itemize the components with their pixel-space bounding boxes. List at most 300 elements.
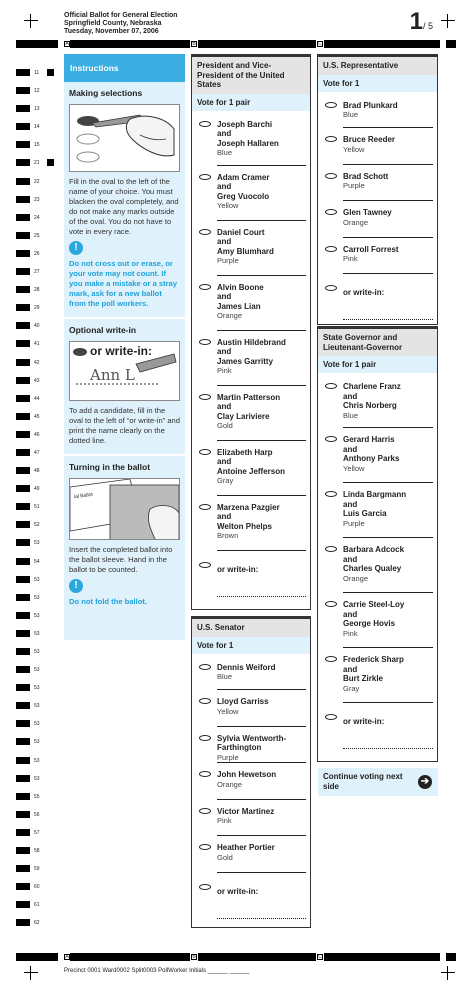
candidate-option[interactable]: [343, 648, 433, 703]
side-mark-number: 58: [34, 848, 40, 855]
sleeve-label: ial Ballot: [73, 491, 94, 501]
side-mark-number: 40: [34, 323, 40, 330]
instructions-panel: [64, 54, 185, 640]
timing-dot: [47, 69, 54, 76]
registration-mark: [24, 14, 38, 28]
timing-bar: [324, 40, 440, 48]
timing-mark: [16, 883, 30, 890]
side-mark-number: 53: [34, 721, 40, 728]
side-mark-row: [16, 102, 61, 120]
side-mark-row: [16, 826, 61, 844]
vote-oval[interactable]: [325, 136, 337, 142]
timing-bar: [70, 953, 190, 961]
side-mark-row: [16, 754, 61, 772]
timing-mark: [16, 485, 30, 492]
side-mark-number: 12: [34, 88, 40, 95]
page-total: / 5: [422, 21, 433, 31]
candidate-option[interactable]: [217, 441, 306, 496]
timing-mark: [16, 811, 30, 818]
vote-oval[interactable]: [325, 546, 337, 552]
timing-mark: [16, 720, 30, 727]
candidate-party: Purple: [343, 181, 365, 190]
timing-bar: [198, 40, 316, 48]
side-mark-row: [16, 880, 61, 898]
candidate-party: Pink: [217, 816, 232, 825]
vote-oval[interactable]: [199, 884, 211, 890]
vote-oval[interactable]: [199, 121, 211, 127]
continue-voting-notice: [318, 768, 438, 796]
side-mark-number: 53: [34, 757, 40, 764]
optional-writein-text: To add a candidate, fill in the oval to the left of “or write-in” and print the name clearly on the dotted line.: [69, 406, 181, 445]
header-line1: Official Ballot for General Election: [64, 12, 178, 19]
candidate-option[interactable]: [217, 166, 306, 221]
timing-bar: [446, 953, 456, 961]
side-mark-number: 43: [34, 377, 40, 384]
candidate-party: Pink: [343, 254, 358, 263]
side-mark-row: [16, 464, 61, 482]
writein-label: or write-in:: [217, 564, 259, 574]
page-number: [410, 8, 433, 36]
vote-oval[interactable]: [325, 246, 337, 252]
side-mark-number: 42: [34, 359, 40, 366]
vote-oval[interactable]: [199, 562, 211, 568]
column-letter: A: [65, 41, 69, 47]
side-mark-row: [16, 699, 61, 717]
vote-oval[interactable]: [325, 436, 337, 442]
timing-mark: [16, 666, 30, 673]
timing-mark: [16, 141, 30, 148]
vote-for: Vote for 1: [192, 637, 310, 654]
side-mark-row: [16, 645, 61, 663]
candidate-party: Blue: [343, 410, 359, 420]
candidate-name: Dennis Weiford: [217, 662, 276, 672]
candidate-name: Marzena Pazgier and Welton Phelps: [217, 502, 280, 531]
timing-mark: [16, 322, 30, 329]
side-mark-row: [16, 337, 61, 355]
writein-option[interactable]: [343, 282, 433, 320]
vote-oval[interactable]: [199, 735, 211, 741]
candidate-option[interactable]: [217, 221, 306, 276]
side-mark-number: 23: [34, 196, 40, 203]
side-mark-number: 24: [34, 214, 40, 221]
timing-mark: [16, 413, 30, 420]
side-mark-number: 14: [34, 124, 40, 131]
candidate-option[interactable]: [217, 727, 306, 764]
column-letter: B: [192, 41, 196, 47]
fill-oval-illustration: [69, 104, 180, 172]
timing-mark: [16, 539, 30, 546]
candidate-name: Brad Schott: [343, 171, 389, 181]
side-mark-number: 53: [34, 630, 40, 637]
timing-mark: [16, 69, 30, 76]
candidate-option[interactable]: [343, 428, 433, 483]
side-mark-row: [16, 844, 61, 862]
vote-oval[interactable]: [199, 844, 211, 850]
alert-icon: !: [69, 241, 83, 255]
candidate-option[interactable]: [217, 386, 306, 441]
side-mark-row: [16, 916, 61, 934]
vote-oval[interactable]: [325, 285, 337, 291]
side-mark-row: [16, 482, 61, 500]
vote-oval[interactable]: [199, 664, 211, 670]
candidate-party: Yellow: [217, 201, 239, 210]
timing-dot: [47, 159, 54, 166]
vote-oval[interactable]: [199, 771, 211, 777]
writein-label: or write-in:: [217, 886, 259, 896]
timing-mark: [16, 829, 30, 836]
vote-oval[interactable]: [199, 698, 211, 704]
side-mark-row: [16, 247, 61, 265]
vote-oval[interactable]: [199, 229, 211, 235]
side-mark-row: [16, 772, 61, 790]
side-mark-number: 29: [34, 305, 40, 312]
turning-in-text: Insert the completed ballot into the ballot sleeve. Hand in the ballot to be counted.: [69, 545, 173, 574]
writein-option[interactable]: [217, 559, 306, 597]
header-line2: Springfield County, Nebraska: [64, 20, 162, 27]
making-selections-title: Making selections: [69, 88, 143, 98]
side-mark-number: 51: [34, 504, 40, 511]
timing-mark: [16, 449, 30, 456]
candidate-party: Gold: [217, 421, 233, 430]
do-not-fold-warning: Do not fold the ballot.: [69, 597, 148, 606]
vote-oval[interactable]: [325, 173, 337, 179]
side-mark-number: 53: [34, 612, 40, 619]
vote-oval[interactable]: [199, 808, 211, 814]
side-mark-number: 56: [34, 811, 40, 818]
side-mark-row: [16, 265, 61, 283]
candidate-option[interactable]: [343, 373, 433, 428]
side-mark-row: [16, 518, 61, 536]
candidate-option[interactable]: [343, 201, 433, 238]
vote-oval[interactable]: [325, 102, 337, 108]
vote-oval[interactable]: [325, 714, 337, 720]
side-mark-row: [16, 808, 61, 826]
vote-oval[interactable]: [325, 209, 337, 215]
side-mark-row: [16, 591, 61, 609]
candidate-name: Martin Patterson and Clay Lariviere: [217, 392, 281, 421]
candidate-name: Heather Portier: [217, 843, 275, 852]
candidate-party: Blue: [217, 672, 233, 681]
vote-oval[interactable]: [199, 174, 211, 180]
timing-mark: [16, 684, 30, 691]
arrow-right-icon: ➔: [418, 775, 432, 789]
candidate-party: Blue: [343, 110, 359, 119]
side-mark-number: 53: [34, 739, 40, 746]
timing-mark: [16, 630, 30, 637]
side-mark-row: [16, 446, 61, 464]
candidate-name: Carrie Steel-Loy and George Hovis: [343, 600, 405, 628]
timing-mark: [16, 558, 30, 565]
candidate-option[interactable]: [217, 800, 306, 837]
candidate-name: Austin Hildebrand and James Garritty: [217, 337, 286, 366]
vote-for: Vote for 1 pair: [192, 94, 310, 111]
candidate-option[interactable]: [217, 690, 306, 727]
contest-title: U.S. Senator: [192, 619, 310, 637]
candidate-party: Gold: [217, 852, 233, 862]
candidate-option[interactable]: [343, 538, 433, 593]
side-mark-number: 60: [34, 884, 40, 891]
writein-line[interactable]: [343, 300, 433, 320]
candidate-option[interactable]: [343, 128, 433, 165]
side-mark-number: 52: [34, 522, 40, 529]
column-letter: C: [318, 41, 322, 47]
candidate-name: Daniel Court and Amy Blumhard: [217, 227, 274, 256]
candidate-party: Purple: [217, 752, 239, 762]
candidate-party: Purple: [217, 256, 239, 265]
side-mark-row: [16, 573, 61, 591]
candidate-name: Sylvia Wentworth- Farthington: [217, 733, 287, 752]
candidate-option[interactable]: [217, 654, 306, 691]
side-mark-row: [16, 681, 61, 699]
side-mark-number: 22: [34, 178, 40, 185]
timing-mark: [16, 521, 30, 528]
side-mark-number: 53: [34, 594, 40, 601]
side-mark-number: 28: [34, 287, 40, 294]
vote-oval[interactable]: [325, 383, 337, 389]
timing-mark: [16, 612, 30, 619]
candidate-name: Joseph Barchi and Joseph Hallaren: [217, 119, 279, 148]
candidate-party: Orange: [343, 217, 369, 227]
timing-mark: [16, 901, 30, 908]
side-mark-number: 53: [34, 775, 40, 782]
side-mark-number: 11: [34, 70, 40, 76]
timing-mark: [16, 159, 30, 166]
timing-mark: [16, 250, 30, 257]
vote-oval[interactable]: [199, 394, 211, 400]
candidate-name: Adam Cramer and Greg Vuocolo: [217, 172, 270, 201]
candidate-option[interactable]: [217, 496, 306, 551]
hand-pencil-icon: [70, 105, 179, 171]
side-mark-row: [16, 211, 61, 229]
timing-mark: [16, 304, 30, 311]
writein-line[interactable]: [343, 729, 433, 749]
side-mark-number: 21: [34, 160, 40, 167]
candidate-name: Linda Bargmann and Luis Garcia: [343, 490, 407, 518]
making-selections-text: Fill in the oval to the left of the name of your choice. You must blacken the oval completely, and do not make any marks outside of the oval. You do not have to vote in every race.: [69, 177, 179, 236]
vote-oval[interactable]: [199, 284, 211, 290]
timing-bar: [324, 953, 440, 961]
timing-mark: [16, 87, 30, 94]
do-not-erase-warning: Do not cross out or erase, or your vote may not count. If you make a mistake or a stray mark, ask for a new ballot from the poll workers.: [69, 259, 178, 308]
timing-mark: [16, 359, 30, 366]
header-line3: Tuesday, November 07, 2006: [64, 28, 159, 35]
side-mark-row: [16, 374, 61, 392]
side-mark-row: [16, 428, 61, 446]
side-mark-row: [16, 862, 61, 880]
timing-mark: [16, 214, 30, 221]
candidate-option[interactable]: [217, 836, 306, 873]
column-letter: B: [192, 954, 196, 960]
candidate-name: Victor Martinez: [217, 806, 275, 816]
side-mark-row: [16, 500, 61, 518]
side-mark-number: 15: [34, 142, 40, 149]
side-mark-row: [16, 66, 61, 84]
candidate-name: John Hewetson: [217, 770, 277, 779]
side-mark-row: [16, 898, 61, 916]
page-current: 1: [409, 8, 423, 35]
alert-icon: !: [69, 579, 83, 593]
candidate-party: Blue: [217, 148, 233, 157]
candidate-party: Gray: [217, 476, 234, 485]
side-mark-row: [16, 229, 61, 247]
timing-mark: [16, 123, 30, 130]
candidate-option[interactable]: [343, 593, 433, 648]
candidate-name: Gerard Harris and Anthony Parks: [343, 435, 400, 463]
timing-mark: [16, 738, 30, 745]
timing-mark: [16, 757, 30, 764]
column-letter: C: [318, 954, 322, 960]
timing-bar: [198, 953, 316, 961]
timing-mark: [16, 431, 30, 438]
side-mark-row: [16, 627, 61, 645]
side-mark-row: [16, 410, 61, 428]
side-mark-number: 53: [34, 576, 40, 583]
side-mark-row: [16, 138, 61, 156]
candidate-name: Charlene Franz and Chris Norberg: [343, 382, 401, 410]
timing-mark: [16, 865, 30, 872]
candidate-party: Brown: [217, 531, 239, 540]
candidate-party: Yellow: [343, 144, 365, 154]
vote-oval[interactable]: [325, 491, 337, 497]
side-mark-row: [16, 735, 61, 753]
writein-illus-name: Ann L: [90, 366, 135, 384]
side-mark-row: [16, 175, 61, 193]
side-mark-row: [16, 283, 61, 301]
ballot-footer: Precinct 0001 Ward0002 Split0003 PollWorker Initials ______ ______: [64, 968, 250, 974]
side-mark-row: [16, 717, 61, 735]
timing-mark: [16, 793, 30, 800]
side-mark-number: 47: [34, 449, 40, 456]
candidate-party: Orange: [343, 573, 369, 583]
side-mark-number: 49: [34, 486, 40, 493]
timing-mark: [16, 268, 30, 275]
side-mark-number: 26: [34, 250, 40, 257]
candidate-option[interactable]: [343, 165, 433, 202]
side-mark-row: [16, 790, 61, 808]
registration-mark: [441, 14, 455, 28]
vote-oval[interactable]: [325, 601, 337, 607]
timing-mark: [16, 377, 30, 384]
writein-line[interactable]: [217, 899, 306, 919]
side-mark-number: 57: [34, 829, 40, 836]
writein-label: or write-in:: [343, 717, 385, 726]
candidate-option[interactable]: [217, 763, 306, 800]
candidate-party: Orange: [217, 779, 243, 789]
timing-mark: [16, 775, 30, 782]
writein-label: or write-in:: [343, 288, 385, 297]
side-mark-number: 27: [34, 269, 40, 276]
candidate-list: [318, 92, 437, 275]
timing-bar: [16, 953, 58, 961]
timing-mark: [16, 702, 30, 709]
candidate-option[interactable]: [343, 92, 433, 129]
writein-illustration: [69, 341, 180, 401]
candidate-option[interactable]: [217, 111, 306, 166]
candidate-name: Frederick Sharp and Burt Zirkle: [343, 655, 404, 683]
contest-president: [191, 54, 311, 610]
candidate-party: Yellow: [343, 463, 365, 473]
side-mark-number: 53: [34, 649, 40, 655]
timing-mark: [16, 196, 30, 203]
candidate-name: Bruce Reeder: [343, 135, 396, 144]
timing-mark: [16, 340, 30, 347]
side-mark-row: [16, 84, 61, 102]
side-mark-row: [16, 392, 61, 410]
vote-for: Vote for 1 pair: [318, 356, 437, 373]
ballot-header: [64, 12, 178, 36]
vote-oval[interactable]: [199, 504, 211, 510]
timing-bar: [446, 40, 456, 48]
candidate-option[interactable]: [217, 331, 306, 386]
side-mark-row: [16, 609, 61, 627]
side-mark-number: 59: [34, 866, 40, 873]
vote-oval[interactable]: [199, 449, 211, 455]
side-mark-number: 55: [34, 793, 40, 800]
timing-mark: [16, 467, 30, 474]
column-letter: A: [65, 954, 69, 960]
instructions-title: Instructions: [64, 54, 185, 82]
ballot-sleeve-illustration: [69, 478, 180, 540]
candidate-option[interactable]: [217, 276, 306, 331]
side-mark-number: 61: [34, 902, 40, 909]
side-timing-marks: [16, 66, 61, 935]
candidate-list: [192, 111, 310, 551]
side-mark-number: 46: [34, 431, 40, 438]
side-mark-row: [16, 193, 61, 211]
writein-option[interactable]: [217, 881, 306, 919]
candidate-party: Pink: [217, 366, 232, 375]
timing-mark: [16, 594, 30, 601]
side-mark-number: 53: [34, 667, 40, 674]
side-mark-number: 53: [34, 540, 40, 547]
timing-mark: [16, 395, 30, 402]
side-mark-row: [16, 356, 61, 374]
candidate-option[interactable]: [343, 483, 433, 538]
side-mark-number: 62: [34, 920, 40, 927]
vote-oval[interactable]: [325, 656, 337, 662]
timing-mark: [16, 178, 30, 185]
side-mark-number: 54: [34, 558, 40, 565]
candidate-list: [318, 373, 437, 703]
side-mark-row: [16, 555, 61, 573]
side-mark-row: [16, 536, 61, 554]
candidate-option[interactable]: [343, 238, 433, 275]
candidate-name: Alvin Boone and James Lian: [217, 282, 264, 311]
candidate-name: Barbara Adcock and Charles Qualey: [343, 545, 405, 573]
candidate-name: Lloyd Garriss: [217, 697, 269, 706]
candidate-name: Carroll Forrest: [343, 244, 399, 254]
contest-representative: [317, 54, 438, 325]
vote-oval[interactable]: [199, 339, 211, 345]
registration-mark: [441, 966, 455, 980]
side-mark-number: 41: [34, 341, 40, 348]
writein-option[interactable]: [343, 711, 433, 749]
candidate-name: Glen Tawney: [343, 208, 392, 217]
timing-mark: [16, 919, 30, 926]
candidate-party: Orange: [217, 311, 243, 320]
writein-line[interactable]: [217, 577, 306, 597]
candidate-name: Brad Plunkard: [343, 100, 398, 110]
timing-mark: [16, 847, 30, 854]
side-mark-number: 45: [34, 413, 40, 420]
contest-title: President and Vice-President of the United States: [192, 57, 310, 94]
candidate-party: Yellow: [217, 706, 239, 716]
continue-label: Continue voting next side: [323, 772, 403, 791]
timing-mark: [16, 576, 30, 583]
timing-mark: [16, 105, 30, 112]
candidate-list: [192, 654, 310, 873]
writein-illus-label: or write-in:: [90, 344, 152, 358]
